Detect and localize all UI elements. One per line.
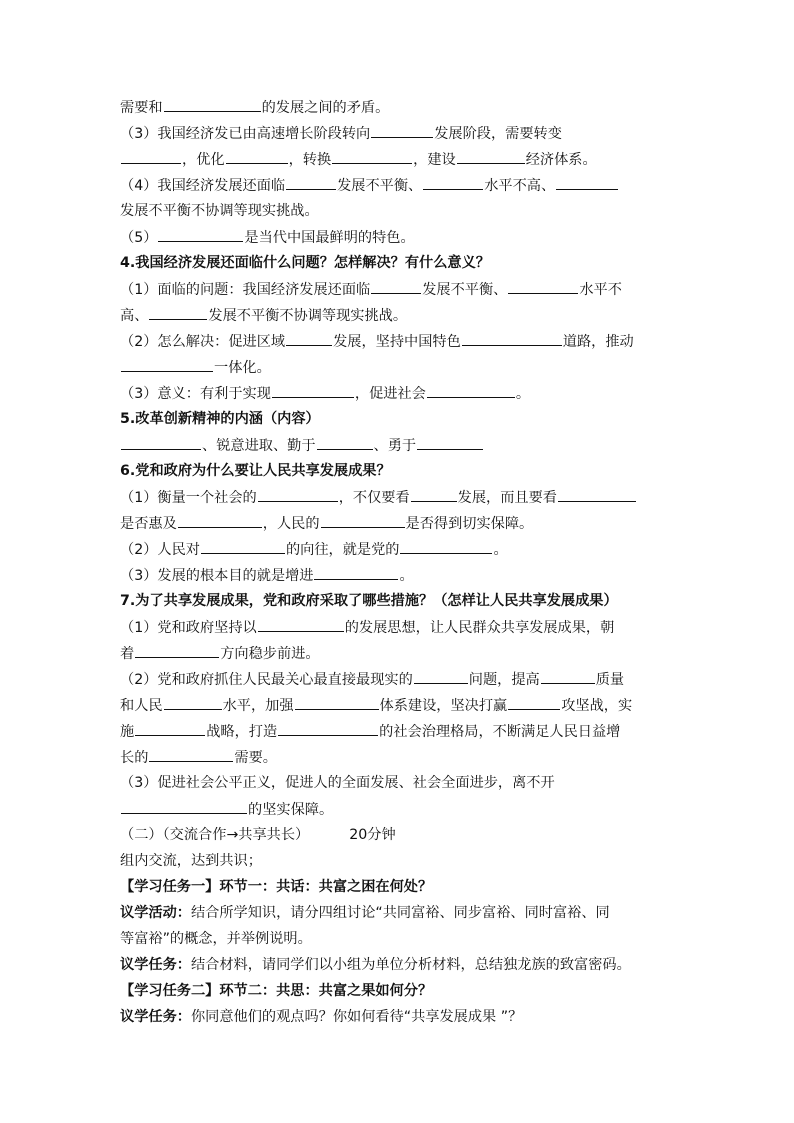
fill-blank[interactable]: [332, 149, 412, 164]
fill-blank[interactable]: [321, 513, 405, 528]
fill-blank[interactable]: [201, 539, 285, 554]
task-heading: 【学习任务一】环节一：共话：共富之困在何处？: [120, 879, 433, 895]
fill-blank[interactable]: [121, 799, 247, 814]
fill-blank[interactable]: [556, 175, 618, 190]
text-line: 组内交流，达到共识；: [120, 853, 262, 869]
fill-blank[interactable]: [295, 695, 379, 710]
text-line: 施 战略，打造 的社会治理格局，不断满足人民日益增: [0, 721, 794, 742]
fill-blank[interactable]: [541, 669, 595, 684]
text-line: （1）党和政府坚持以 的发展思想，让人民群众共享发展成果，朝: [0, 617, 794, 638]
fill-blank[interactable]: [149, 747, 233, 762]
fill-blank[interactable]: [414, 669, 468, 684]
section-heading: 4.我国经济发展还面临什么问题？怎样解决？有什么意义？: [120, 255, 490, 271]
text-line: 议学任务：你同意他们的观点吗？你如何看待“共享发展成果 ”？: [120, 1009, 523, 1025]
fill-blank[interactable]: [258, 487, 338, 502]
fill-blank[interactable]: [135, 643, 219, 658]
fill-blank[interactable]: [149, 305, 207, 320]
text-line: 等富裕”的概念，并举例说明。: [120, 931, 312, 947]
text-line: 议学任务：结合材料，请同学们以小组为单位分析材料，总结独龙族的致富密码。: [120, 957, 631, 973]
fill-blank[interactable]: [135, 721, 205, 736]
text-line: （1）衡量一个社会的 ，不仅要看 发展，而且要看: [0, 487, 794, 508]
task-heading: 【学习任务二】环节二：共思：共富之果如何分？: [120, 983, 433, 999]
fill-blank[interactable]: [457, 149, 525, 164]
text-line: 发展不平衡不协调等现实挑战。: [120, 203, 319, 219]
fill-blank[interactable]: [314, 565, 398, 580]
fill-blank[interactable]: [411, 487, 457, 502]
fill-blank[interactable]: [121, 435, 201, 450]
fill-blank[interactable]: [272, 383, 354, 398]
text-line: 长的 需要。: [0, 747, 794, 768]
fill-blank[interactable]: [462, 331, 562, 346]
fill-blank[interactable]: [121, 149, 181, 164]
text-line: （1）面临的问题：我国经济发展还面临 发展不平衡、 水平不: [0, 279, 794, 300]
text-line: （3）促进社会公平正义，促进人的全面发展、社会全面进步，离不开: [120, 775, 555, 791]
fill-blank[interactable]: [371, 279, 421, 294]
text-line: 是否惠及 ，人民的 是否得到切实保障。: [0, 513, 794, 534]
section-heading: 5.改革创新精神的内涵（内容）: [120, 411, 320, 427]
text-line: （二）（交流合作→共享共长） 20分钟: [120, 827, 396, 843]
fill-blank[interactable]: [508, 695, 560, 710]
fill-blank[interactable]: [226, 149, 288, 164]
fill-blank[interactable]: [278, 721, 378, 736]
section-heading: 6.党和政府为什么要让人民共享发展成果？: [120, 463, 391, 479]
text-line: ，优化 ，转换 ，建设 经济体系。: [0, 149, 794, 170]
text-line: （3）发展的根本目的就是增进 。: [0, 565, 794, 586]
text-line: （4）我国经济发展还面临 发展不平衡、 水平不高、: [0, 175, 794, 196]
text-line: 着 方向稳步前进。: [0, 643, 794, 664]
fill-blank[interactable]: [558, 487, 636, 502]
fill-blank[interactable]: [121, 357, 213, 372]
fill-blank[interactable]: [508, 279, 578, 294]
fill-blank[interactable]: [400, 539, 492, 554]
text-line: （3）我国经济发已由高速增长阶段转向 发展阶段，需要转变: [0, 123, 794, 144]
fill-blank[interactable]: [158, 227, 243, 242]
fill-blank[interactable]: [371, 123, 433, 138]
fill-blank[interactable]: [286, 175, 336, 190]
fill-blank[interactable]: [417, 435, 483, 450]
fill-blank[interactable]: [164, 695, 222, 710]
text-line: （2）人民对 的向往，就是党的 。: [0, 539, 794, 560]
text-line: （2）怎么解决：促进区域 发展，坚持中国特色 道路，推动: [0, 331, 794, 352]
section-heading: 7.为了共享发展成果，党和政府采取了哪些措施？（怎样让人民共享发展成果）: [120, 593, 618, 609]
fill-blank[interactable]: [286, 331, 332, 346]
text-line: 一体化。: [0, 357, 794, 378]
fill-blank[interactable]: [427, 383, 515, 398]
fill-blank[interactable]: [258, 617, 344, 632]
fill-blank[interactable]: [164, 97, 261, 112]
text-line: 、锐意进取、勤于 、勇于: [0, 435, 794, 456]
text-line: （3）意义：有利于实现 ，促进社会 。: [0, 383, 794, 404]
fill-blank[interactable]: [178, 513, 262, 528]
text-line: 需要和 的发展之间的矛盾。: [0, 97, 794, 118]
text-line: 的坚实保障。: [0, 799, 794, 820]
text-line: （2）党和政府抓住人民最关心最直接最现实的 问题，提高 质量: [0, 669, 794, 690]
text-line: 和人民 水平，加强 体系建设，坚决打赢 攻坚战，实: [0, 695, 794, 716]
text-line: 高、 发展不平衡不协调等现实挑战。: [0, 305, 794, 326]
fill-blank[interactable]: [423, 175, 483, 190]
text-line: 议学活动：结合所学知识，请分四组讨论“共同富裕、同步富裕、同时富裕、同: [120, 905, 610, 921]
text-line: （5） 是当代中国最鲜明的特色。: [0, 227, 794, 248]
fill-blank[interactable]: [317, 435, 373, 450]
